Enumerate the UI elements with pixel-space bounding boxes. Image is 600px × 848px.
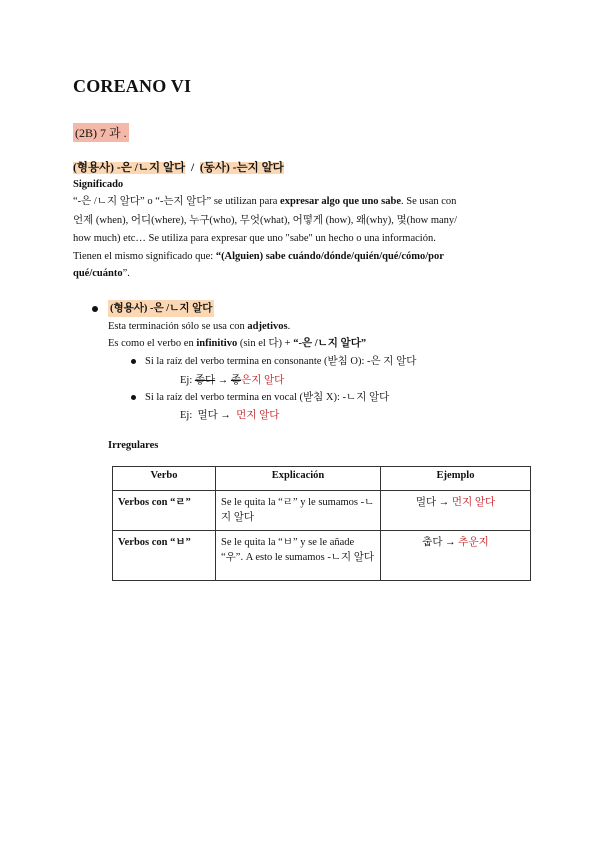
adj-line-2 [108, 335, 366, 352]
irregulares-table [112, 466, 531, 581]
emphasis-text: qué/cuánto [73, 268, 123, 279]
table-header-cell: Ejemplo [381, 467, 531, 491]
text-span: ”. [122, 268, 130, 279]
red-result-text: 먼지 알다 [236, 410, 280, 421]
strikethrough-text: 좋 [230, 375, 242, 386]
heading-verb-form: (동사) -는지 알다 [199, 162, 284, 174]
table-header-row [113, 467, 531, 491]
table-header-cell: Explicación [216, 467, 381, 491]
arrow-text: → [215, 375, 231, 386]
table-cell-verbo: Verbos con “ㄹ” [113, 491, 216, 531]
strikethrough-text: 좋다 [194, 375, 216, 386]
red-result-text: 추운지 [458, 537, 489, 548]
table-cell-explicacion: Se le quita la “ㄹ” y le sumamos -ㄴ지 알다 [216, 491, 381, 531]
main-heading [73, 159, 284, 175]
red-result-text: 먼지 알다 [451, 497, 496, 508]
text-span: Tienen el mismo significado que: [73, 251, 216, 262]
bullet-icon [92, 306, 98, 312]
emphasis-text: “(Alguien) sabe cuándo/dónde/quién/qué/cómo/por [215, 251, 444, 262]
table-cell-verbo: Verbos con “ㅂ” [113, 531, 216, 581]
table-cell-ejemplo [381, 491, 531, 531]
text-span: Esta terminación sólo se usa con [108, 321, 248, 332]
bullet-icon [131, 395, 136, 400]
text-span: Es como el verbo en [108, 338, 197, 349]
significado-line-1 [73, 193, 456, 210]
irregulares-label: Irregulares [108, 440, 159, 451]
text-span: . Se usan con [401, 196, 457, 207]
heading-adjective-form: (형용사) -은 /ㄴ지 알다 [73, 162, 186, 174]
table-header-cell: Verbo [113, 467, 216, 491]
text-span: Ej: 멀다 → [180, 410, 237, 421]
emphasis-text: adjetivos [247, 321, 288, 332]
text-span: 멀다 → [415, 497, 452, 508]
lesson-label: (2B) 7 과 . [73, 123, 129, 142]
sub-bullet-consonant: Si la raíz del verbo termina en consonante (받침 O): -은 지 알다 [145, 356, 417, 367]
text-span: (sin el 다) + [237, 338, 294, 349]
emphasis-text: infinitivo [196, 338, 238, 349]
emphasis-text: expresar algo que uno sabe [280, 196, 401, 207]
significado-line-2: 언제 (when), 어디(where), 누구(who), 무엇(what), 어떻게 (how), 왜(why), 몇(how many/ [73, 215, 458, 226]
example-consonant [180, 372, 284, 389]
sub-bullet-vowel: Si la raíz del verbo termina en vocal (받침 X): -ㄴ지 알다 [145, 392, 390, 403]
document-title: COREANO VI [73, 76, 192, 96]
table-cell-ejemplo [381, 531, 531, 581]
bullet-icon [131, 359, 136, 364]
text-span: Ej: [180, 375, 195, 386]
table-row [113, 491, 531, 531]
table-row [113, 531, 531, 581]
table-cell-explicacion: Se le quita la “ㅂ” y se le añade “우”. A esto le sumamos -ㄴ지 알다 [216, 531, 381, 581]
heading-separator: / [185, 162, 200, 174]
red-result-text: 은지 알다 [241, 375, 285, 386]
text-span: 춥다 → [422, 537, 459, 548]
significado-line-3: how much) etc… Se utiliza para expresar que uno "sabe" un hecho o una información. [73, 233, 436, 244]
emphasis-text: “-은 /ㄴ지 알다” [293, 338, 367, 349]
significado-line-5 [73, 265, 130, 282]
text-span: . [287, 321, 291, 332]
significado-line-4 [73, 248, 444, 265]
significado-label: Significado [73, 179, 124, 190]
adj-line-1 [108, 318, 290, 335]
text-span: “-은 /ㄴ지 알다” o “-는지 알다” se utilizan para [73, 196, 281, 207]
example-vowel [180, 407, 279, 424]
section-heading-adjective: (형용사) -은 /ㄴ지 알다 [108, 300, 214, 317]
